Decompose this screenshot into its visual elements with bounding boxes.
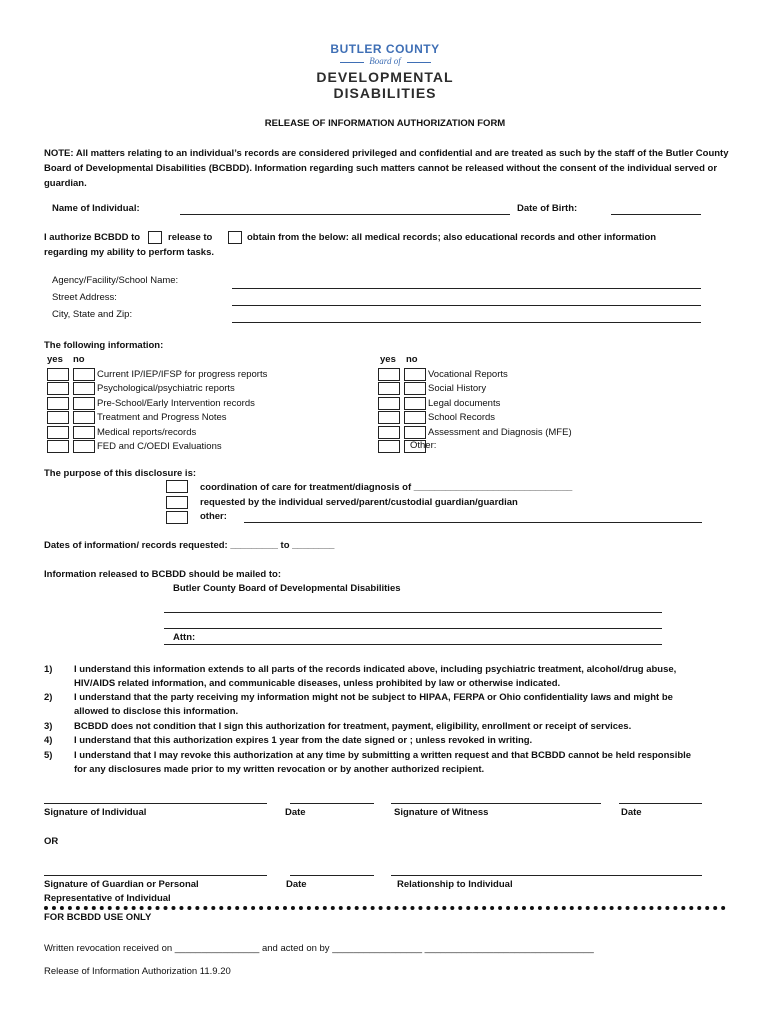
authorize-line2: regarding my ability to perform tasks. (44, 247, 214, 258)
purpose-coordination-checkbox[interactable] (166, 480, 188, 493)
mail-address-line2[interactable] (164, 628, 662, 629)
office-use-divider (44, 906, 726, 910)
logo-line-board: Board of (369, 56, 401, 66)
purpose-other-field[interactable] (244, 522, 702, 523)
info_right-yes-checkbox[interactable] (378, 382, 400, 395)
guardian-date-line[interactable] (290, 875, 374, 876)
statement-text-line1: I understand that I may revoke this authorization at any time by submitting a written request and that BCBDD cannot be held responsible (74, 750, 692, 761)
city-label: City, State and Zip: (52, 309, 133, 320)
statement-text-line1: I understand this information extends to all parts of the records indicated above, including psychiatric treatment, alcohol/drug abuse, (74, 664, 677, 675)
info_right-label: Vocational Reports (428, 369, 508, 380)
agency-label: Agency/Facility/School Name: (52, 275, 179, 286)
dates-requested-label: Dates of information/ records requested: _________ to ________ (44, 540, 335, 551)
guardian-signature-label-line1: Signature of Guardian or Personal (44, 879, 199, 890)
info_left-no-checkbox[interactable] (73, 368, 95, 381)
purpose-coordination-label: coordination of care for treatment/diagnosis of ______________________________ (200, 482, 573, 493)
revocation-line: Written revocation received on ________________ and acted on by _________________ ________________________________ (44, 943, 594, 954)
or-label: OR (44, 836, 59, 847)
info_right-label: Social History (428, 383, 487, 395)
info_left-yes-checkbox[interactable] (47, 368, 69, 381)
info_right-label: Legal documents (428, 397, 501, 409)
guardian-signature-line[interactable] (44, 875, 267, 876)
info_right-label: Assessment and Diagnosis (MFE) (428, 426, 572, 438)
witness-date-line[interactable] (619, 803, 702, 804)
name-label: Name of Individual: (52, 203, 140, 214)
individual-date-line[interactable] (290, 803, 374, 804)
purpose-other-label: other: (200, 511, 227, 522)
following-label: The following information: (44, 340, 164, 351)
other-label: Other: (410, 440, 437, 451)
purpose-requested-checkbox[interactable] (166, 496, 188, 509)
statement-text-line2: for any disclosures made prior to my written revocation or by another authorized recipient. (74, 764, 485, 775)
yes-header-left: yes (47, 354, 63, 365)
statement-number: 2) (44, 692, 53, 703)
mailed-to: Butler County Board of Developmental Disabilities (173, 583, 401, 594)
guardian-signature-label-line2: Representative of Individual (44, 893, 171, 904)
info_right-label: School Records (428, 412, 496, 424)
info_right-yes-checkbox[interactable] (378, 368, 400, 381)
release-to-checkbox[interactable] (148, 231, 162, 244)
statement-text-line2: allowed to disclose this information. (74, 706, 239, 717)
statement-number: 4) (44, 735, 53, 746)
info_left-label: Treatment and Progress Notes (97, 412, 227, 424)
witness-signature-label: Signature of Witness (394, 807, 489, 818)
info_right-no-checkbox[interactable] (404, 411, 426, 424)
info_right-yes-checkbox[interactable] (378, 397, 400, 410)
info_right-yes-checkbox[interactable] (378, 411, 400, 424)
individual-date-label: Date (285, 807, 306, 818)
info_right-no-checkbox[interactable] (404, 368, 426, 381)
info_left-label: Current IP/IEP/IFSP for progress reports (97, 369, 268, 380)
witness-signature-line[interactable] (391, 803, 601, 804)
individual-signature-label: Signature of Individual (44, 807, 147, 818)
info_left-no-checkbox[interactable] (73, 382, 95, 395)
purpose-requested-label: requested by the individual served/parent/custodial guardian/guardian (200, 497, 518, 508)
info_right-no-checkbox[interactable] (404, 382, 426, 395)
agency-field[interactable] (232, 288, 701, 289)
note-paragraph: NOTE: All matters relating to an individual’s records are considered privileged and confidential and are treated as such by the staff of the Butler County Board of Developmental Disabilities (BCBDD). Information regarding such matters cannot be released without the consent of the individual served or guardian. (44, 148, 729, 189)
info_left-no-checkbox[interactable] (73, 397, 95, 410)
relationship-line[interactable] (391, 875, 702, 876)
no-header-left: no (73, 354, 85, 365)
info_left-no-checkbox[interactable] (73, 411, 95, 424)
individual-signature-line[interactable] (44, 803, 267, 804)
info_left-label: Psychological/psychiatric reports (97, 383, 235, 395)
info_left-no-checkbox[interactable] (73, 440, 95, 453)
other-yes-checkbox[interactable] (378, 440, 400, 453)
purpose-label: The purpose of this disclosure is: (44, 468, 197, 479)
statement-text-line1: I understand that this authorization expires 1 year from the date signed or ; unless revoked in writing. (74, 735, 533, 746)
info_left-label: Pre-School/Early Intervention records (97, 397, 255, 409)
obtain-from-label: obtain from the below: all medical records; also educational records and other information (247, 232, 657, 243)
info_left-yes-checkbox[interactable] (47, 411, 69, 424)
statement-text-line1: BCBDD does not condition that I sign this authorization for treatment, payment, eligibility, enrollment or receipt of services. (74, 721, 632, 732)
city-field[interactable] (232, 322, 701, 323)
witness-date-label: Date (621, 807, 642, 818)
dob-field[interactable] (611, 214, 701, 215)
logo-rule-right (407, 62, 431, 63)
obtain-from-checkbox[interactable] (228, 231, 242, 244)
statement-text-line1: I understand that the party receiving my information might not be subject to HIPAA, FERPA or Ohio confidentiality laws and might be (74, 692, 673, 703)
statement-number: 5) (44, 750, 53, 761)
mailed-label: Information released to BCBDD should be mailed to: (44, 569, 281, 580)
info_left-yes-checkbox[interactable] (47, 440, 69, 453)
info_left-no-checkbox[interactable] (73, 426, 95, 439)
name-field[interactable] (180, 214, 510, 215)
logo-line-county: BUTLER COUNTY (330, 42, 440, 56)
logo-line-developmental: DEVELOPMENTAL (316, 69, 454, 85)
street-label: Street Address: (52, 292, 117, 303)
info_left-label: FED and C/OEDI Evaluations (97, 441, 222, 452)
purpose-other-checkbox[interactable] (166, 511, 188, 524)
info_left-label: Medical reports/records (97, 426, 197, 438)
info_right-no-checkbox[interactable] (404, 426, 426, 439)
statement-number: 1) (44, 664, 53, 675)
attn-label: Attn: (173, 632, 196, 643)
mail-address-line1[interactable] (164, 612, 662, 613)
street-field[interactable] (232, 305, 701, 306)
info_left-yes-checkbox[interactable] (47, 397, 69, 410)
info_right-yes-checkbox[interactable] (378, 426, 400, 439)
statement-number: 3) (44, 721, 53, 732)
statement-text-line2: HIV/AIDS related information, and communicable diseases, unless prohibited by law or otherwise indicated. (74, 678, 561, 689)
attn-field[interactable] (164, 644, 662, 645)
authorize-label: I authorize BCBDD to (44, 232, 141, 243)
form-title: RELEASE OF INFORMATION AUTHORIZATION FORM (264, 118, 506, 129)
release-to-label: release to (168, 232, 213, 243)
info_right-no-checkbox[interactable] (404, 397, 426, 410)
dob-label: Date of Birth: (517, 203, 578, 214)
info_left-yes-checkbox[interactable] (47, 382, 69, 395)
relationship-label: Relationship to Individual (397, 879, 513, 890)
info_left-yes-checkbox[interactable] (47, 426, 69, 439)
logo-line-disabilities: DISABILITIES (333, 85, 437, 101)
office-use-heading: FOR BCBDD USE ONLY (44, 912, 152, 923)
no-header-right: no (406, 354, 418, 365)
yes-header-right: yes (380, 354, 396, 365)
guardian-date-label: Date (286, 879, 307, 890)
footer-revision: Release of Information Authorization 11.9.20 (44, 966, 231, 977)
